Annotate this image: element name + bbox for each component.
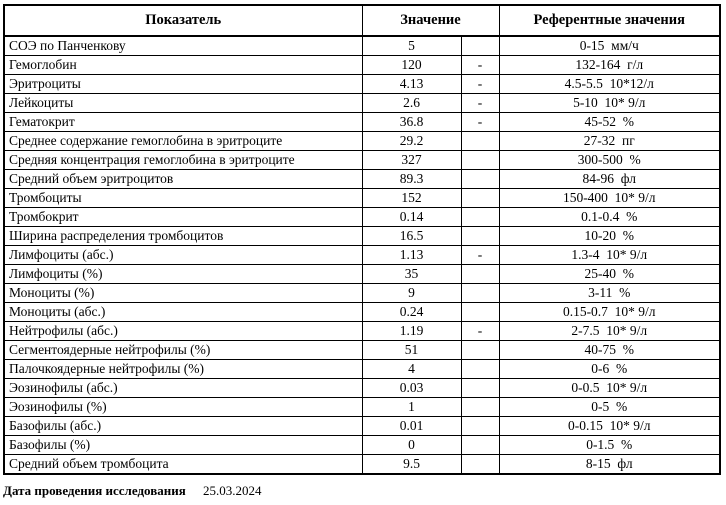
table-row <box>4 322 720 341</box>
reference-cell: 25-40 % <box>499 265 720 284</box>
table-row <box>4 151 720 170</box>
indicator-cell: Моноциты (%) <box>4 284 362 303</box>
study-date-value: 25.03.2024 <box>203 483 262 498</box>
flag-cell <box>461 189 499 208</box>
indicator-cell: Среднее содержание гемоглобина в эритроците <box>4 132 362 151</box>
flag-cell <box>461 417 499 436</box>
reference-cell: 150-400 10* 9/л <box>499 189 720 208</box>
indicator-cell: Гематокрит <box>4 113 362 132</box>
table-header <box>4 5 720 36</box>
indicator-cell: Ширина распределения тромбоцитов <box>4 227 362 246</box>
value-cell: 0.03 <box>362 379 461 398</box>
value-cell: 0.14 <box>362 208 461 227</box>
value-cell: 35 <box>362 265 461 284</box>
reference-cell: 84-96 фл <box>499 170 720 189</box>
reference-cell: 8-15 фл <box>499 455 720 475</box>
flag-cell <box>461 208 499 227</box>
indicator-cell: Базофилы (%) <box>4 436 362 455</box>
value-cell: 327 <box>362 151 461 170</box>
indicator-cell: Средний объем эритроцитов <box>4 170 362 189</box>
reference-cell: 300-500 % <box>499 151 720 170</box>
flag-cell <box>461 360 499 379</box>
flag-cell <box>461 303 499 322</box>
header-reference: Референтные значения <box>499 5 720 36</box>
flag-cell <box>461 398 499 417</box>
value-cell: 29.2 <box>362 132 461 151</box>
value-cell: 5 <box>362 36 461 56</box>
table-row <box>4 170 720 189</box>
reference-cell: 0-6 % <box>499 360 720 379</box>
reference-cell: 0.15-0.7 10* 9/л <box>499 303 720 322</box>
table-row <box>4 265 720 284</box>
lab-table-body <box>4 36 720 474</box>
value-cell: 0 <box>362 436 461 455</box>
indicator-cell: СОЭ по Панченкову <box>4 36 362 56</box>
indicator-cell: Лимфоциты (абс.) <box>4 246 362 265</box>
reference-cell: 132-164 г/л <box>499 56 720 75</box>
header-indicator: Показатель <box>4 5 362 36</box>
table-row <box>4 113 720 132</box>
indicator-cell: Нейтрофилы (абс.) <box>4 322 362 341</box>
table-row <box>4 94 720 113</box>
flag-cell <box>461 227 499 246</box>
table-row <box>4 436 720 455</box>
indicator-cell: Эритроциты <box>4 75 362 94</box>
value-cell: 36.8 <box>362 113 461 132</box>
indicator-cell: Базофилы (абс.) <box>4 417 362 436</box>
flag-cell <box>461 341 499 360</box>
reference-cell: 0.1-0.4 % <box>499 208 720 227</box>
value-cell: 4.13 <box>362 75 461 94</box>
flag-cell: - <box>461 75 499 94</box>
table-row <box>4 246 720 265</box>
flag-cell <box>461 455 499 475</box>
indicator-cell: Тромбокрит <box>4 208 362 227</box>
indicator-cell: Средняя концентрация гемоглобина в эритроците <box>4 151 362 170</box>
table-row <box>4 132 720 151</box>
value-cell: 51 <box>362 341 461 360</box>
flag-cell <box>461 265 499 284</box>
table-row <box>4 455 720 475</box>
table-row <box>4 398 720 417</box>
flag-cell <box>461 151 499 170</box>
reference-cell: 2-7.5 10* 9/л <box>499 322 720 341</box>
indicator-cell: Средний объем тромбоцита <box>4 455 362 475</box>
value-cell: 9.5 <box>362 455 461 475</box>
indicator-cell: Лейкоциты <box>4 94 362 113</box>
flag-cell: - <box>461 56 499 75</box>
reference-cell: 0-1.5 % <box>499 436 720 455</box>
indicator-cell: Моноциты (абс.) <box>4 303 362 322</box>
indicator-cell: Сегментоядерные нейтрофилы (%) <box>4 341 362 360</box>
indicator-cell: Лимфоциты (%) <box>4 265 362 284</box>
table-row <box>4 189 720 208</box>
indicator-cell: Эозинофилы (%) <box>4 398 362 417</box>
value-cell: 120 <box>362 56 461 75</box>
study-date-label: Дата проведения исследования <box>3 483 186 498</box>
table-row <box>4 56 720 75</box>
flag-cell <box>461 379 499 398</box>
flag-cell <box>461 284 499 303</box>
table-row <box>4 341 720 360</box>
study-date-line <box>3 483 262 499</box>
table-row <box>4 284 720 303</box>
flag-cell <box>461 132 499 151</box>
reference-cell: 0-15 мм/ч <box>499 36 720 56</box>
table-row <box>4 303 720 322</box>
value-cell: 1.13 <box>362 246 461 265</box>
table-row <box>4 36 720 56</box>
header-value: Значение <box>362 5 499 36</box>
indicator-cell: Тромбоциты <box>4 189 362 208</box>
indicator-cell: Гемоглобин <box>4 56 362 75</box>
table-row <box>4 417 720 436</box>
table-header-row <box>4 5 720 36</box>
table-row <box>4 227 720 246</box>
flag-cell <box>461 170 499 189</box>
reference-cell: 0-5 % <box>499 398 720 417</box>
flag-cell: - <box>461 113 499 132</box>
reference-cell: 40-75 % <box>499 341 720 360</box>
indicator-cell: Эозинофилы (абс.) <box>4 379 362 398</box>
table-row <box>4 208 720 227</box>
flag-cell: - <box>461 246 499 265</box>
flag-cell: - <box>461 94 499 113</box>
lab-results-table <box>3 4 721 475</box>
value-cell: 1.19 <box>362 322 461 341</box>
value-cell: 89.3 <box>362 170 461 189</box>
reference-cell: 1.3-4 10* 9/л <box>499 246 720 265</box>
value-cell: 2.6 <box>362 94 461 113</box>
reference-cell: 5-10 10* 9/л <box>499 94 720 113</box>
value-cell: 16.5 <box>362 227 461 246</box>
flag-cell: - <box>461 322 499 341</box>
table-row <box>4 360 720 379</box>
reference-cell: 27-32 пг <box>499 132 720 151</box>
table-row <box>4 379 720 398</box>
value-cell: 0.01 <box>362 417 461 436</box>
value-cell: 0.24 <box>362 303 461 322</box>
flag-cell <box>461 436 499 455</box>
value-cell: 152 <box>362 189 461 208</box>
reference-cell: 10-20 % <box>499 227 720 246</box>
value-cell: 1 <box>362 398 461 417</box>
reference-cell: 0-0.15 10* 9/л <box>499 417 720 436</box>
value-cell: 4 <box>362 360 461 379</box>
indicator-cell: Палочкоядерные нейтрофилы (%) <box>4 360 362 379</box>
reference-cell: 4.5-5.5 10*12/л <box>499 75 720 94</box>
reference-cell: 0-0.5 10* 9/л <box>499 379 720 398</box>
value-cell: 9 <box>362 284 461 303</box>
reference-cell: 3-11 % <box>499 284 720 303</box>
table-row <box>4 75 720 94</box>
reference-cell: 45-52 % <box>499 113 720 132</box>
flag-cell <box>461 36 499 56</box>
